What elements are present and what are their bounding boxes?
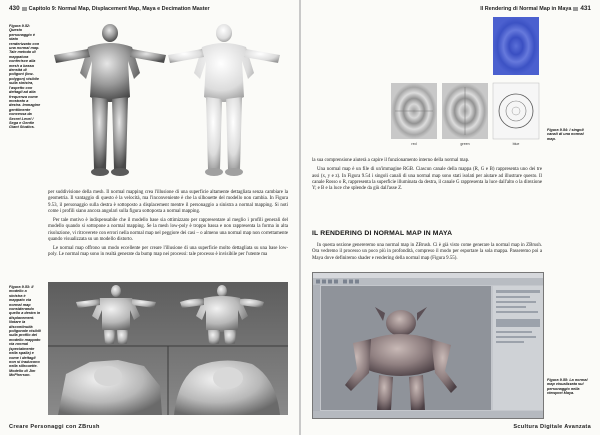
left-page [0,0,299,435]
right-page [301,0,600,435]
figure-954-caption: Figura 9.54: I singoli canali di una normal map. [547,128,584,141]
full-normal-map [493,17,539,75]
figure-952-image [48,19,288,182]
paragraph: Per tale motivo è indispensabile che il modello base sia ottimizzato per rappresentare al meglio i profili generali del modello quando si sottopone a normal mapping. Se la mesh low-poly è troppo bassa e non rappresenta la forma in alta risoluzione, vi ritroverete con errori nella normal map nel peggiore dei casi – o almeno una normal map non correttamente quando visualizzata su un modello distorto. [48,218,288,242]
section-body-text [312,243,542,265]
right-body-text [312,158,542,195]
left-page-header [9,5,210,12]
maya-timeline [313,411,543,418]
red-channel-label: red [411,142,417,146]
page-number: 431 [580,5,591,12]
figure-953-renders [48,282,288,415]
left-body-text [48,190,288,262]
left-footer: Creare Personaggi con ZBrush [9,424,100,430]
figure-955-caption: Figura 9.55: La normal map visualizzata sul personaggio nella viewport Maya. [547,378,588,396]
right-page-header [480,5,591,12]
figure-954-image [391,17,541,153]
green-channel-label: green [460,142,470,146]
maya-ui [313,273,543,418]
paragraph: la sua comprensione aiuterà a capire il funzionamento interno della normal map. [312,158,470,163]
figure-955-maya-screenshot [312,272,544,419]
figure-952-renders [48,19,288,182]
chapter-title: Capitolo 9: Normal Map, Displacement Map, Maya e Decimation Master [28,6,210,12]
header-divider [22,7,27,11]
header-divider [573,7,578,11]
blue-channel [493,83,539,139]
maya-toolbox [313,285,320,411]
red-channel [391,83,437,139]
maya-menubar [313,273,543,278]
page-number: 430 [9,5,20,12]
maya-attribute-editor [493,286,543,410]
figure-953-image [48,282,288,415]
normal-map-channels [391,17,541,153]
right-footer: Scultura Digitale Avanzata [513,424,591,430]
blue-channel-label: blue [512,142,520,146]
green-channel [442,83,488,139]
paragraph: per suddivisione della mesh. Il normal mapping crea l'illusione di una superficie altamente dettagliata senza cambiare la geometria. Il vantaggio di questo è la velocità, ma l'inconveniente è che la silhouette del modello non cambia. In Figura 9.53, il personaggio sulla destra è sottoposto a displacement mentre il personaggio a sinistra a normal mapping. Si noti come i profili siano ancora angolari sulla figura sottoposta a normal mapping. [48,190,288,214]
low-poly-character [54,24,166,176]
paragraph: Una normal map è un file di un'immagine RGB. Ciascun canale della mappa (R, G e B) rappresenta uno dei tre assi (x, y e z). In Figura 9.54 i singoli canali di una normal map sono stati isolati per aiutare ad illustrare questo. Il canale Rosso o R, rappresenta la superficie illuminata da destra, il canale G rappresenta la luce dall'alto o la direzione Y; e B e la luce che splende da giù dall'asse Z. [312,167,542,191]
maya-shelf [313,278,543,285]
section-header-title: Il Rendering di Normal Map in Maya [480,6,572,12]
section-heading: IL RENDERING DI NORMAL MAP IN MAYA [312,230,453,237]
paragraph: Le normal map offrono un modo eccellente per creare l'illusione di una superficie molto dettagliata su una base low-poly. Le normal map sono in realtà generate da bump map nei processi: tale processo è invisibile per l'utente ma [48,246,288,258]
figure-953-caption: Figura 9.53: Il modello a sinistra è mappato via normal map considerando quello a destra in displacement. Notare la discontinuità poligonale visibili sulla profilo del modello mappato via normal (specialmente nella spalla) e come i dettagli non si traducono nella silhouette. Modello di Jim McPherson. [9,285,41,378]
paragraph: In questa sezione genereremo una normal map in ZBrush. Ci è già visto come generare la normal map in ZBrush. Ora vedremo il processo un poco più in profondità, compreso il modo per esportare la sola mappa. Passeremo poi a Maya dove definiremo shader e rendering della normal map (Figura 9.55). [312,243,542,261]
figure-952-caption: Figura 9.52: Questo personaggio è stato renderizzato con una normal map. Tale metodo di mappatura conferisce alla mesh a bassa densità di poligoni (low-polygon) visibile sulla sinistra, l'aspetto con dettagli ad alta frequenza come mostrato a destra. Immagine gentilmente concessa da Secret Level / Sega e Gentle Giant Studios. [9,24,41,130]
high-detail-character [168,24,280,176]
